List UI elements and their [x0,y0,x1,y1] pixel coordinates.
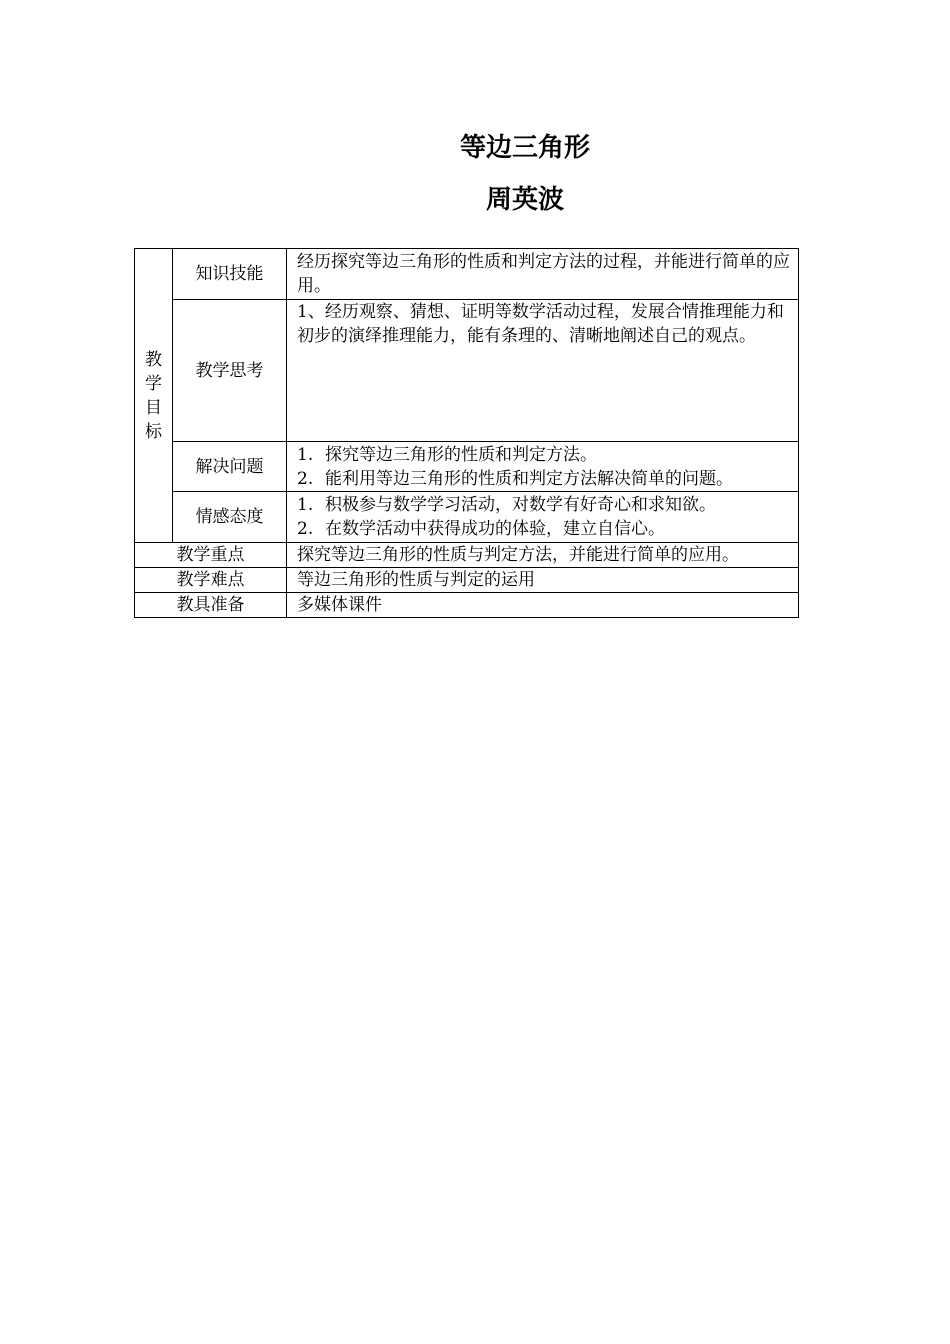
group-label-char: 教 [145,349,162,370]
objective-text-thinking: 1、经历观察、猜想、证明等数学活动过程，发展合情推理能力和初步的演绎推理能力，能有条理的、清晰地阐述自己的观点。 [287,300,799,442]
key-points-text: 探究等边三角形的性质与判定方法，并能进行简单的应用。 [287,543,799,568]
list-item [297,493,794,517]
objective-label-knowledge: 知识技能 [173,249,287,300]
table-row [135,442,799,492]
teaching-aids-label: 教具准备 [135,593,287,618]
list-number: 1. [297,444,314,465]
list-item [297,443,794,467]
objective-label-attitude: 情感态度 [173,492,287,543]
objective-label-thinking: 教学思考 [173,300,287,442]
list-text: 积极参与数学学习活动，对数学有好奇心和求知欲。 [325,495,716,515]
table-row [135,249,799,300]
table-row [135,593,799,618]
document-title: 等边三角形 [459,133,590,163]
table-row [135,568,799,593]
objective-text-knowledge: 经历探究等边三角形的性质和判定方法的过程，并能进行简单的应用。 [287,249,799,300]
lesson-plan-table [134,248,799,618]
objective-label-problem-solving: 解决问题 [173,442,287,492]
list-item [297,517,794,541]
table-row [135,543,799,568]
group-label-char: 标 [145,421,162,442]
difficulties-text: 等边三角形的性质与判定的运用 [287,568,799,593]
key-points-label: 教学重点 [135,543,287,568]
table-row [135,492,799,543]
teaching-aids-text: 多媒体课件 [287,593,799,618]
list-text: 能利用等边三角形的性质和判定方法解决简单的问题。 [325,468,733,489]
list-text: 在数学活动中获得成功的体验，建立自信心。 [325,519,665,539]
group-label-char: 学 [145,373,162,394]
objective-list-attitude [287,492,799,543]
list-text: 探究等边三角形的性质和判定方法。 [325,444,597,465]
list-number: 2. [297,468,314,489]
objective-list-problem-solving [287,442,799,492]
list-number: 1. [297,495,314,515]
teaching-objectives-label [135,249,173,543]
list-number: 2. [297,519,314,539]
document-author: 周英波 [485,185,564,215]
group-label-char: 目 [145,397,162,418]
list-item [297,467,794,491]
difficulties-label: 教学难点 [135,568,287,593]
table-row [135,300,799,442]
